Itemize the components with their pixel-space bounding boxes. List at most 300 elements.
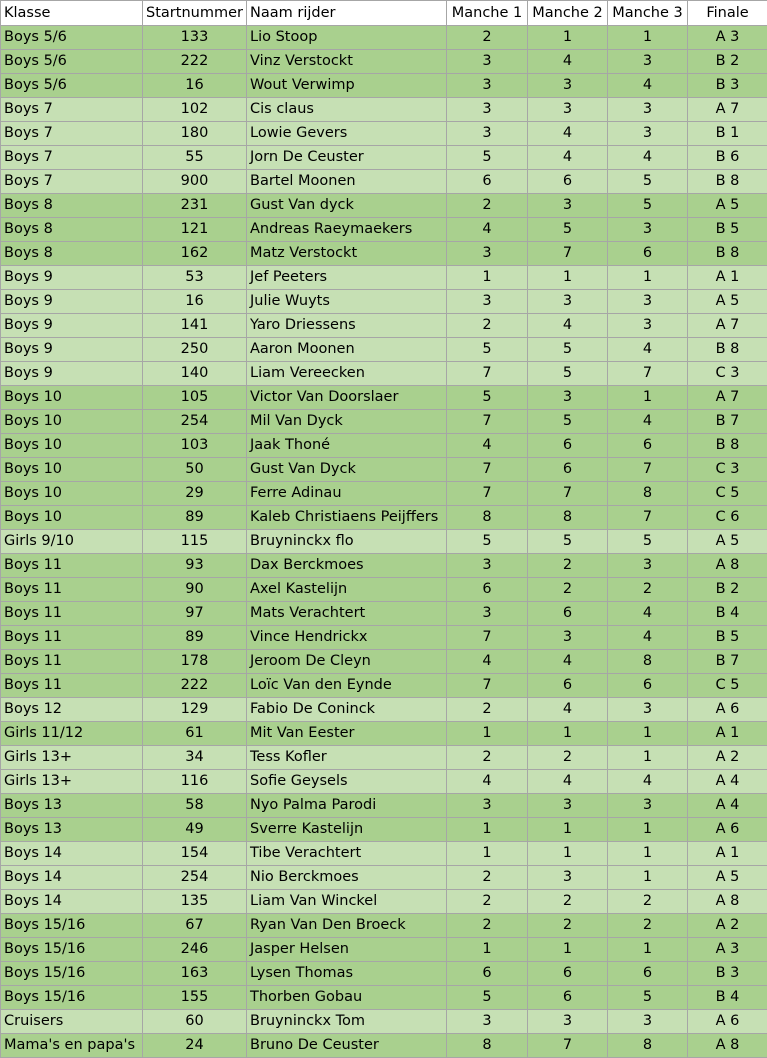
- cell-m2[interactable]: 5: [528, 338, 608, 362]
- cell-klasse[interactable]: Boys 10: [1, 506, 143, 530]
- cell-m3[interactable]: 3: [608, 218, 688, 242]
- cell-m3[interactable]: 1: [608, 386, 688, 410]
- cell-naam[interactable]: Ferre Adinau: [247, 482, 447, 506]
- cell-m3[interactable]: 4: [608, 770, 688, 794]
- cell-finale[interactable]: B 6: [688, 146, 767, 170]
- cell-startnummer[interactable]: 16: [143, 290, 247, 314]
- cell-klasse[interactable]: Boys 11: [1, 554, 143, 578]
- cell-finale[interactable]: A 7: [688, 386, 767, 410]
- cell-startnummer[interactable]: 154: [143, 842, 247, 866]
- column-header-klasse[interactable]: Klasse: [1, 1, 143, 26]
- cell-m2[interactable]: 3: [528, 1010, 608, 1034]
- cell-finale[interactable]: A 2: [688, 914, 767, 938]
- cell-naam[interactable]: Kaleb Christiaens Peijffers: [247, 506, 447, 530]
- cell-finale[interactable]: B 4: [688, 602, 767, 626]
- cell-m3[interactable]: 1: [608, 818, 688, 842]
- cell-m1[interactable]: 7: [447, 362, 528, 386]
- cell-klasse[interactable]: Cruisers: [1, 1010, 143, 1034]
- cell-naam[interactable]: Vince Hendrickx: [247, 626, 447, 650]
- cell-m3[interactable]: 8: [608, 482, 688, 506]
- cell-m3[interactable]: 4: [608, 410, 688, 434]
- cell-naam[interactable]: Andreas Raeymaekers: [247, 218, 447, 242]
- cell-naam[interactable]: Aaron Moonen: [247, 338, 447, 362]
- cell-startnummer[interactable]: 900: [143, 170, 247, 194]
- cell-klasse[interactable]: Boys 10: [1, 386, 143, 410]
- cell-startnummer[interactable]: 89: [143, 506, 247, 530]
- cell-klasse[interactable]: Boys 9: [1, 338, 143, 362]
- cell-klasse[interactable]: Boys 10: [1, 434, 143, 458]
- cell-startnummer[interactable]: 116: [143, 770, 247, 794]
- cell-klasse[interactable]: Boys 10: [1, 458, 143, 482]
- cell-startnummer[interactable]: 90: [143, 578, 247, 602]
- cell-m1[interactable]: 7: [447, 674, 528, 698]
- cell-m2[interactable]: 5: [528, 218, 608, 242]
- cell-m3[interactable]: 3: [608, 554, 688, 578]
- cell-m3[interactable]: 4: [608, 338, 688, 362]
- cell-klasse[interactable]: Boys 5/6: [1, 50, 143, 74]
- cell-startnummer[interactable]: 103: [143, 434, 247, 458]
- cell-finale[interactable]: B 5: [688, 626, 767, 650]
- cell-m2[interactable]: 1: [528, 722, 608, 746]
- cell-m3[interactable]: 6: [608, 962, 688, 986]
- cell-finale[interactable]: A 5: [688, 530, 767, 554]
- cell-startnummer[interactable]: 50: [143, 458, 247, 482]
- cell-m3[interactable]: 5: [608, 986, 688, 1010]
- cell-finale[interactable]: B 2: [688, 578, 767, 602]
- cell-naam[interactable]: Tess Kofler: [247, 746, 447, 770]
- cell-startnummer[interactable]: 97: [143, 602, 247, 626]
- cell-finale[interactable]: B 3: [688, 74, 767, 98]
- cell-klasse[interactable]: Boys 15/16: [1, 986, 143, 1010]
- cell-m3[interactable]: 5: [608, 530, 688, 554]
- cell-finale[interactable]: A 3: [688, 26, 767, 50]
- cell-m1[interactable]: 4: [447, 434, 528, 458]
- cell-m3[interactable]: 1: [608, 26, 688, 50]
- cell-m2[interactable]: 7: [528, 482, 608, 506]
- cell-m3[interactable]: 8: [608, 1034, 688, 1058]
- cell-klasse[interactable]: Boys 14: [1, 842, 143, 866]
- cell-m2[interactable]: 3: [528, 866, 608, 890]
- cell-m3[interactable]: 6: [608, 674, 688, 698]
- cell-naam[interactable]: Jeroom De Cleyn: [247, 650, 447, 674]
- cell-startnummer[interactable]: 49: [143, 818, 247, 842]
- cell-m1[interactable]: 8: [447, 1034, 528, 1058]
- cell-klasse[interactable]: Girls 13+: [1, 746, 143, 770]
- cell-m3[interactable]: 2: [608, 890, 688, 914]
- cell-startnummer[interactable]: 129: [143, 698, 247, 722]
- cell-m1[interactable]: 4: [447, 650, 528, 674]
- cell-m2[interactable]: 3: [528, 194, 608, 218]
- cell-finale[interactable]: A 8: [688, 554, 767, 578]
- cell-klasse[interactable]: Boys 13: [1, 818, 143, 842]
- cell-m3[interactable]: 3: [608, 122, 688, 146]
- cell-m1[interactable]: 3: [447, 122, 528, 146]
- cell-finale[interactable]: A 7: [688, 98, 767, 122]
- cell-naam[interactable]: Jasper Helsen: [247, 938, 447, 962]
- cell-naam[interactable]: Nio Berckmoes: [247, 866, 447, 890]
- cell-klasse[interactable]: Boys 13: [1, 794, 143, 818]
- cell-startnummer[interactable]: 58: [143, 794, 247, 818]
- cell-m3[interactable]: 7: [608, 458, 688, 482]
- cell-klasse[interactable]: Boys 7: [1, 98, 143, 122]
- cell-startnummer[interactable]: 178: [143, 650, 247, 674]
- cell-finale[interactable]: B 7: [688, 650, 767, 674]
- cell-m1[interactable]: 1: [447, 722, 528, 746]
- cell-klasse[interactable]: Boys 10: [1, 410, 143, 434]
- cell-m1[interactable]: 2: [447, 26, 528, 50]
- cell-finale[interactable]: B 2: [688, 50, 767, 74]
- cell-m3[interactable]: 3: [608, 290, 688, 314]
- cell-startnummer[interactable]: 34: [143, 746, 247, 770]
- cell-finale[interactable]: A 5: [688, 866, 767, 890]
- cell-finale[interactable]: C 3: [688, 458, 767, 482]
- cell-klasse[interactable]: Boys 14: [1, 890, 143, 914]
- cell-m1[interactable]: 5: [447, 338, 528, 362]
- cell-m2[interactable]: 6: [528, 602, 608, 626]
- cell-m3[interactable]: 1: [608, 866, 688, 890]
- cell-klasse[interactable]: Boys 15/16: [1, 962, 143, 986]
- cell-startnummer[interactable]: 121: [143, 218, 247, 242]
- cell-m3[interactable]: 7: [608, 362, 688, 386]
- cell-startnummer[interactable]: 105: [143, 386, 247, 410]
- cell-m2[interactable]: 3: [528, 626, 608, 650]
- cell-klasse[interactable]: Boys 15/16: [1, 938, 143, 962]
- cell-finale[interactable]: B 4: [688, 986, 767, 1010]
- cell-m3[interactable]: 2: [608, 914, 688, 938]
- cell-m3[interactable]: 1: [608, 266, 688, 290]
- cell-finale[interactable]: A 1: [688, 266, 767, 290]
- cell-naam[interactable]: Gust Van dyck: [247, 194, 447, 218]
- cell-klasse[interactable]: Girls 11/12: [1, 722, 143, 746]
- cell-startnummer[interactable]: 67: [143, 914, 247, 938]
- cell-m2[interactable]: 7: [528, 1034, 608, 1058]
- cell-naam[interactable]: Lio Stoop: [247, 26, 447, 50]
- cell-m1[interactable]: 1: [447, 842, 528, 866]
- cell-startnummer[interactable]: 155: [143, 986, 247, 1010]
- cell-m3[interactable]: 7: [608, 506, 688, 530]
- cell-naam[interactable]: Ryan Van Den Broeck: [247, 914, 447, 938]
- cell-m3[interactable]: 4: [608, 626, 688, 650]
- cell-finale[interactable]: A 1: [688, 722, 767, 746]
- cell-startnummer[interactable]: 89: [143, 626, 247, 650]
- cell-naam[interactable]: Jorn De Ceuster: [247, 146, 447, 170]
- cell-m3[interactable]: 3: [608, 1010, 688, 1034]
- cell-m3[interactable]: 2: [608, 578, 688, 602]
- cell-m2[interactable]: 4: [528, 698, 608, 722]
- cell-m2[interactable]: 8: [528, 506, 608, 530]
- cell-m3[interactable]: 4: [608, 602, 688, 626]
- cell-m1[interactable]: 6: [447, 578, 528, 602]
- cell-klasse[interactable]: Boys 11: [1, 650, 143, 674]
- cell-m3[interactable]: 6: [608, 434, 688, 458]
- cell-m2[interactable]: 6: [528, 986, 608, 1010]
- cell-m2[interactable]: 4: [528, 650, 608, 674]
- cell-startnummer[interactable]: 222: [143, 50, 247, 74]
- cell-m3[interactable]: 3: [608, 50, 688, 74]
- cell-m2[interactable]: 3: [528, 290, 608, 314]
- cell-klasse[interactable]: Boys 8: [1, 242, 143, 266]
- cell-startnummer[interactable]: 93: [143, 554, 247, 578]
- cell-m2[interactable]: 4: [528, 122, 608, 146]
- cell-m3[interactable]: 3: [608, 314, 688, 338]
- cell-naam[interactable]: Bruno De Ceuster: [247, 1034, 447, 1058]
- cell-naam[interactable]: Mats Verachtert: [247, 602, 447, 626]
- cell-finale[interactable]: B 1: [688, 122, 767, 146]
- cell-m2[interactable]: 1: [528, 26, 608, 50]
- cell-naam[interactable]: Julie Wuyts: [247, 290, 447, 314]
- cell-naam[interactable]: Tibe Verachtert: [247, 842, 447, 866]
- cell-startnummer[interactable]: 222: [143, 674, 247, 698]
- cell-startnummer[interactable]: 141: [143, 314, 247, 338]
- cell-naam[interactable]: Lowie Gevers: [247, 122, 447, 146]
- cell-klasse[interactable]: Girls 9/10: [1, 530, 143, 554]
- cell-m2[interactable]: 4: [528, 314, 608, 338]
- cell-m2[interactable]: 2: [528, 914, 608, 938]
- column-header-finale[interactable]: Finale: [688, 1, 767, 26]
- cell-m1[interactable]: 2: [447, 914, 528, 938]
- cell-m1[interactable]: 3: [447, 1010, 528, 1034]
- cell-naam[interactable]: Yaro Driessens: [247, 314, 447, 338]
- cell-finale[interactable]: B 3: [688, 962, 767, 986]
- cell-m1[interactable]: 2: [447, 194, 528, 218]
- cell-finale[interactable]: A 4: [688, 770, 767, 794]
- cell-naam[interactable]: Liam Vereecken: [247, 362, 447, 386]
- cell-finale[interactable]: A 3: [688, 938, 767, 962]
- cell-startnummer[interactable]: 29: [143, 482, 247, 506]
- cell-naam[interactable]: Jef Peeters: [247, 266, 447, 290]
- cell-klasse[interactable]: Boys 5/6: [1, 74, 143, 98]
- cell-finale[interactable]: A 1: [688, 842, 767, 866]
- cell-m1[interactable]: 5: [447, 146, 528, 170]
- cell-klasse[interactable]: Boys 9: [1, 362, 143, 386]
- cell-m3[interactable]: 3: [608, 794, 688, 818]
- cell-m1[interactable]: 2: [447, 890, 528, 914]
- cell-m1[interactable]: 3: [447, 50, 528, 74]
- cell-m3[interactable]: 3: [608, 98, 688, 122]
- cell-finale[interactable]: C 5: [688, 482, 767, 506]
- cell-klasse[interactable]: Boys 8: [1, 218, 143, 242]
- cell-naam[interactable]: Loïc Van den Eynde: [247, 674, 447, 698]
- cell-m2[interactable]: 2: [528, 746, 608, 770]
- cell-startnummer[interactable]: 24: [143, 1034, 247, 1058]
- cell-finale[interactable]: C 6: [688, 506, 767, 530]
- cell-m2[interactable]: 5: [528, 410, 608, 434]
- cell-klasse[interactable]: Boys 11: [1, 674, 143, 698]
- cell-finale[interactable]: A 6: [688, 1010, 767, 1034]
- cell-naam[interactable]: Wout Verwimp: [247, 74, 447, 98]
- cell-m1[interactable]: 2: [447, 698, 528, 722]
- cell-klasse[interactable]: Boys 7: [1, 122, 143, 146]
- cell-klasse[interactable]: Boys 15/16: [1, 914, 143, 938]
- cell-m1[interactable]: 5: [447, 386, 528, 410]
- cell-naam[interactable]: Bartel Moonen: [247, 170, 447, 194]
- cell-startnummer[interactable]: 140: [143, 362, 247, 386]
- cell-finale[interactable]: B 8: [688, 338, 767, 362]
- cell-finale[interactable]: B 8: [688, 242, 767, 266]
- cell-naam[interactable]: Liam Van Winckel: [247, 890, 447, 914]
- cell-m1[interactable]: 4: [447, 770, 528, 794]
- cell-naam[interactable]: Victor Van Doorslaer: [247, 386, 447, 410]
- cell-m1[interactable]: 3: [447, 98, 528, 122]
- column-header-m3[interactable]: Manche 3: [608, 1, 688, 26]
- cell-m2[interactable]: 3: [528, 74, 608, 98]
- cell-m2[interactable]: 4: [528, 50, 608, 74]
- cell-naam[interactable]: Matz Verstockt: [247, 242, 447, 266]
- cell-m3[interactable]: 1: [608, 938, 688, 962]
- cell-startnummer[interactable]: 61: [143, 722, 247, 746]
- cell-m2[interactable]: 3: [528, 794, 608, 818]
- cell-m2[interactable]: 5: [528, 530, 608, 554]
- cell-finale[interactable]: B 7: [688, 410, 767, 434]
- cell-startnummer[interactable]: 163: [143, 962, 247, 986]
- cell-naam[interactable]: Sverre Kastelijn: [247, 818, 447, 842]
- cell-m2[interactable]: 1: [528, 818, 608, 842]
- cell-m1[interactable]: 5: [447, 986, 528, 1010]
- cell-klasse[interactable]: Boys 14: [1, 866, 143, 890]
- cell-m1[interactable]: 3: [447, 554, 528, 578]
- cell-m1[interactable]: 1: [447, 266, 528, 290]
- cell-m3[interactable]: 1: [608, 842, 688, 866]
- cell-startnummer[interactable]: 53: [143, 266, 247, 290]
- cell-naam[interactable]: Vinz Verstockt: [247, 50, 447, 74]
- cell-startnummer[interactable]: 16: [143, 74, 247, 98]
- cell-m3[interactable]: 4: [608, 74, 688, 98]
- cell-klasse[interactable]: Boys 12: [1, 698, 143, 722]
- cell-naam[interactable]: Bruyninckx Tom: [247, 1010, 447, 1034]
- cell-klasse[interactable]: Boys 7: [1, 170, 143, 194]
- cell-m1[interactable]: 2: [447, 746, 528, 770]
- cell-m1[interactable]: 3: [447, 74, 528, 98]
- cell-m1[interactable]: 7: [447, 458, 528, 482]
- cell-m1[interactable]: 5: [447, 530, 528, 554]
- cell-finale[interactable]: B 8: [688, 170, 767, 194]
- cell-finale[interactable]: A 6: [688, 818, 767, 842]
- cell-finale[interactable]: B 8: [688, 434, 767, 458]
- cell-startnummer[interactable]: 135: [143, 890, 247, 914]
- column-header-m2[interactable]: Manche 2: [528, 1, 608, 26]
- cell-m2[interactable]: 1: [528, 938, 608, 962]
- cell-m2[interactable]: 6: [528, 458, 608, 482]
- cell-klasse[interactable]: Boys 9: [1, 266, 143, 290]
- cell-m1[interactable]: 2: [447, 314, 528, 338]
- cell-finale[interactable]: A 4: [688, 794, 767, 818]
- cell-startnummer[interactable]: 250: [143, 338, 247, 362]
- cell-naam[interactable]: Lysen Thomas: [247, 962, 447, 986]
- cell-m2[interactable]: 6: [528, 170, 608, 194]
- cell-klasse[interactable]: Girls 13+: [1, 770, 143, 794]
- cell-startnummer[interactable]: 162: [143, 242, 247, 266]
- cell-klasse[interactable]: Boys 11: [1, 602, 143, 626]
- cell-finale[interactable]: A 8: [688, 890, 767, 914]
- cell-klasse[interactable]: Boys 9: [1, 290, 143, 314]
- cell-naam[interactable]: Cis claus: [247, 98, 447, 122]
- cell-m1[interactable]: 3: [447, 602, 528, 626]
- cell-m1[interactable]: 3: [447, 794, 528, 818]
- cell-m2[interactable]: 3: [528, 386, 608, 410]
- cell-startnummer[interactable]: 60: [143, 1010, 247, 1034]
- cell-startnummer[interactable]: 180: [143, 122, 247, 146]
- cell-naam[interactable]: Axel Kastelijn: [247, 578, 447, 602]
- cell-startnummer[interactable]: 133: [143, 26, 247, 50]
- cell-klasse[interactable]: Boys 8: [1, 194, 143, 218]
- cell-m3[interactable]: 1: [608, 722, 688, 746]
- cell-finale[interactable]: A 2: [688, 746, 767, 770]
- cell-klasse[interactable]: Mama's en papa's: [1, 1034, 143, 1058]
- cell-m2[interactable]: 7: [528, 242, 608, 266]
- cell-naam[interactable]: Mil Van Dyck: [247, 410, 447, 434]
- cell-m2[interactable]: 5: [528, 362, 608, 386]
- cell-m1[interactable]: 7: [447, 482, 528, 506]
- cell-klasse[interactable]: Boys 5/6: [1, 26, 143, 50]
- cell-klasse[interactable]: Boys 11: [1, 578, 143, 602]
- cell-m1[interactable]: 4: [447, 218, 528, 242]
- cell-m2[interactable]: 4: [528, 770, 608, 794]
- cell-naam[interactable]: Bruyninckx flo: [247, 530, 447, 554]
- cell-klasse[interactable]: Boys 7: [1, 146, 143, 170]
- cell-m2[interactable]: 2: [528, 554, 608, 578]
- cell-m2[interactable]: 3: [528, 98, 608, 122]
- cell-m3[interactable]: 8: [608, 650, 688, 674]
- cell-startnummer[interactable]: 102: [143, 98, 247, 122]
- cell-m2[interactable]: 1: [528, 842, 608, 866]
- cell-naam[interactable]: Thorben Gobau: [247, 986, 447, 1010]
- cell-startnummer[interactable]: 115: [143, 530, 247, 554]
- cell-m1[interactable]: 6: [447, 962, 528, 986]
- cell-finale[interactable]: A 7: [688, 314, 767, 338]
- cell-startnummer[interactable]: 55: [143, 146, 247, 170]
- cell-startnummer[interactable]: 254: [143, 410, 247, 434]
- cell-m2[interactable]: 6: [528, 962, 608, 986]
- cell-naam[interactable]: Jaak Thoné: [247, 434, 447, 458]
- cell-naam[interactable]: Nyo Palma Parodi: [247, 794, 447, 818]
- cell-m2[interactable]: 2: [528, 890, 608, 914]
- cell-m1[interactable]: 3: [447, 290, 528, 314]
- cell-klasse[interactable]: Boys 9: [1, 314, 143, 338]
- cell-startnummer[interactable]: 231: [143, 194, 247, 218]
- cell-m2[interactable]: 4: [528, 146, 608, 170]
- cell-finale[interactable]: A 6: [688, 698, 767, 722]
- cell-m1[interactable]: 8: [447, 506, 528, 530]
- cell-startnummer[interactable]: 246: [143, 938, 247, 962]
- cell-finale[interactable]: C 5: [688, 674, 767, 698]
- cell-finale[interactable]: A 8: [688, 1034, 767, 1058]
- column-header-naam[interactable]: Naam rijder: [247, 1, 447, 26]
- cell-startnummer[interactable]: 254: [143, 866, 247, 890]
- cell-m3[interactable]: 4: [608, 146, 688, 170]
- cell-m1[interactable]: 2: [447, 866, 528, 890]
- cell-m3[interactable]: 3: [608, 698, 688, 722]
- cell-m1[interactable]: 7: [447, 410, 528, 434]
- cell-m1[interactable]: 7: [447, 626, 528, 650]
- cell-finale[interactable]: A 5: [688, 290, 767, 314]
- cell-naam[interactable]: Gust Van Dyck: [247, 458, 447, 482]
- cell-klasse[interactable]: Boys 10: [1, 482, 143, 506]
- cell-m2[interactable]: 1: [528, 266, 608, 290]
- cell-finale[interactable]: A 5: [688, 194, 767, 218]
- cell-m1[interactable]: 1: [447, 938, 528, 962]
- cell-m1[interactable]: 3: [447, 242, 528, 266]
- cell-naam[interactable]: Sofie Geysels: [247, 770, 447, 794]
- cell-naam[interactable]: Dax Berckmoes: [247, 554, 447, 578]
- cell-m1[interactable]: 1: [447, 818, 528, 842]
- cell-finale[interactable]: C 3: [688, 362, 767, 386]
- cell-m3[interactable]: 6: [608, 242, 688, 266]
- cell-m2[interactable]: 2: [528, 578, 608, 602]
- cell-m1[interactable]: 6: [447, 170, 528, 194]
- cell-m3[interactable]: 5: [608, 194, 688, 218]
- cell-m3[interactable]: 5: [608, 170, 688, 194]
- cell-klasse[interactable]: Boys 11: [1, 626, 143, 650]
